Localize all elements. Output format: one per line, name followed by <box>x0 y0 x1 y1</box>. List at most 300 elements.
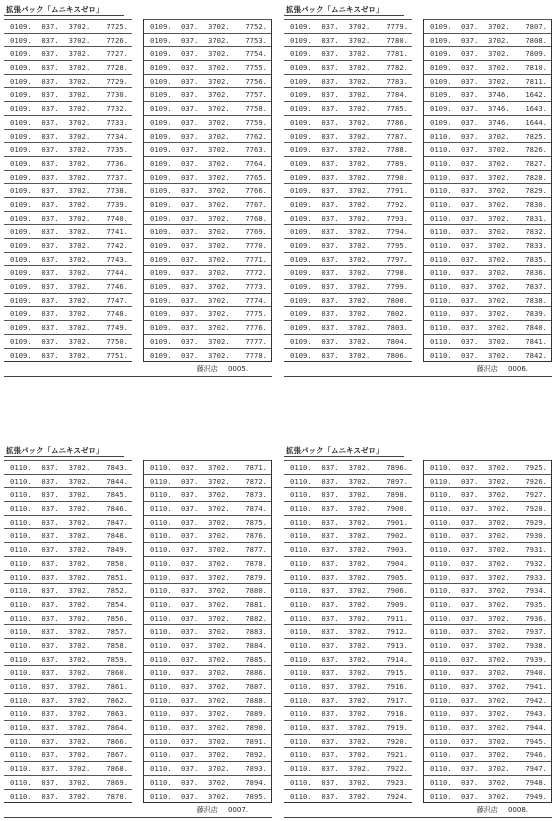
serial-segment: 0109. <box>10 35 32 45</box>
serial-segment: 037. <box>461 35 479 45</box>
serial-segment: 7727. <box>106 49 128 59</box>
serial-row <box>424 706 551 720</box>
serial-segment: 7841. <box>525 336 547 346</box>
serial-segment: 037. <box>41 213 59 223</box>
serial-segment: 3702. <box>208 213 230 223</box>
serial-segment: 037. <box>321 586 339 596</box>
serial-segment: 037. <box>181 35 199 45</box>
serial-segment: 3702. <box>488 463 510 472</box>
serial-segment: 3702. <box>68 586 91 596</box>
serial-segment: 7756. <box>245 76 267 86</box>
serial-segment: 3702. <box>348 76 371 86</box>
serial-segment: 037. <box>461 517 479 527</box>
serial-segment: 037. <box>181 572 199 582</box>
serial-segment: 0109. <box>10 76 32 86</box>
serial-segment: 7787. <box>386 131 408 141</box>
serial-segment: 7858. <box>106 640 128 650</box>
serial-column-right <box>143 19 272 362</box>
serial-segment: 3702. <box>208 172 230 182</box>
serial-segment: 7949. <box>525 791 547 801</box>
serial-segment: 037. <box>41 531 59 541</box>
serial-segment: 7861. <box>106 682 128 691</box>
serial-segment: 7748. <box>106 309 128 319</box>
serial-segment: 3702. <box>488 764 510 774</box>
serial-segment: 3702. <box>488 309 510 319</box>
serial-segment: 7947. <box>525 764 547 774</box>
serial-segment: 037. <box>461 254 479 264</box>
serial-segment: 7850. <box>106 558 128 568</box>
serial-segment: 3702. <box>488 545 510 555</box>
serial-row <box>424 734 551 748</box>
serial-segment: 0109. <box>150 199 172 209</box>
serial-segment: 037. <box>321 268 339 278</box>
serial-segment: 037. <box>41 323 59 333</box>
serial-segment: 037. <box>41 336 59 346</box>
serial-segment: 037. <box>461 695 479 705</box>
serial-segment: 7808. <box>525 35 547 45</box>
serial-segment: 0110. <box>430 668 452 678</box>
serial-segment: 037. <box>41 517 59 527</box>
serial-segment: 3702. <box>348 613 371 623</box>
serial-segment: 1644. <box>525 117 547 127</box>
serial-segment: 0110. <box>290 723 312 733</box>
serial-segment: 0109. <box>290 158 312 168</box>
serial-segment: 3702. <box>348 49 371 59</box>
serial-segment: 0109. <box>10 172 32 182</box>
serial-segment: 7873. <box>245 490 267 500</box>
serial-row <box>284 761 412 775</box>
serial-row <box>284 460 412 474</box>
serial-segment: 7726. <box>106 35 128 45</box>
serial-segment: 3702. <box>68 695 91 705</box>
serial-segment: 3702. <box>68 723 91 733</box>
serial-row <box>424 46 551 60</box>
serial-segment: 0110. <box>430 241 452 250</box>
serial-row <box>4 74 132 88</box>
serial-row <box>4 693 132 707</box>
serial-segment: 7918. <box>386 709 408 719</box>
serial-row <box>144 320 271 334</box>
serial-row <box>424 665 551 679</box>
serial-segment: 0109. <box>430 63 452 73</box>
serial-segment: 037. <box>181 668 199 678</box>
serial-segment: 0110. <box>150 736 172 746</box>
serial-segment: 037. <box>321 668 339 678</box>
serial-segment: 7782. <box>386 63 408 73</box>
serial-row <box>144 693 271 707</box>
serial-segment: 7826. <box>525 145 547 155</box>
serial-row <box>284 734 412 748</box>
serial-segment: 037. <box>181 736 199 746</box>
serial-row <box>144 556 271 570</box>
serial-segment: 7867. <box>106 750 128 760</box>
serial-segment: 7883. <box>245 627 267 637</box>
serial-segment: 7791. <box>386 186 408 196</box>
serial-segment: 7742. <box>106 241 128 250</box>
serial-segment: 3702. <box>208 640 230 650</box>
store-name: 藤沢店 <box>196 806 218 815</box>
serial-segment: 0110. <box>290 558 312 568</box>
serial-row <box>4 706 132 720</box>
serial-row <box>424 211 551 225</box>
serial-segment: 7911. <box>386 613 408 623</box>
serial-segment: 3702. <box>348 545 371 555</box>
serial-segment: 0109. <box>290 213 312 223</box>
serial-segment: 037. <box>181 158 199 168</box>
serial-segment: 0109. <box>10 282 32 292</box>
serial-segment: 7781. <box>386 49 408 59</box>
serial-row <box>424 775 551 789</box>
serial-segment: 037. <box>181 791 199 801</box>
serial-segment: 037. <box>41 90 59 100</box>
serial-segment: 037. <box>41 640 59 650</box>
serial-row <box>284 197 412 211</box>
serial-segment: 3702. <box>348 309 371 319</box>
serial-columns <box>284 460 552 803</box>
sheet-title: 拡張パック「ムニキスゼロ」 <box>284 445 404 457</box>
serial-segment: 3702. <box>208 558 230 568</box>
serial-row <box>284 60 412 74</box>
serial-segment: 3702. <box>68 295 91 305</box>
serial-segment: 0110. <box>430 199 452 209</box>
serial-segment: 0110. <box>150 750 172 760</box>
serial-segment: 3702. <box>488 268 510 278</box>
serial-row <box>284 156 412 170</box>
serial-segment: 037. <box>321 736 339 746</box>
serial-segment: 7876. <box>245 531 267 541</box>
serial-segment: 037. <box>461 199 479 209</box>
serial-segment: 7912. <box>386 627 408 637</box>
serial-row <box>284 652 412 666</box>
serial-segment: 3702. <box>488 572 510 582</box>
serial-segment: 0110. <box>150 476 172 486</box>
serial-row <box>4 528 132 542</box>
serial-segment: 037. <box>181 49 199 59</box>
serial-segment: 037. <box>41 295 59 305</box>
serial-segment: 3702. <box>68 490 91 500</box>
serial-segment: 0109. <box>150 90 172 100</box>
serial-segment: 7866. <box>106 736 128 746</box>
serial-segment: 3702. <box>348 158 371 168</box>
serial-segment: 7922. <box>386 764 408 774</box>
serial-segment: 3702. <box>348 723 371 733</box>
serial-segment: 0109. <box>150 145 172 155</box>
serial-segment: 037. <box>321 131 339 141</box>
serial-segment: 037. <box>461 627 479 637</box>
serial-segment: 7739. <box>106 199 128 209</box>
serial-segment: 7797. <box>386 254 408 264</box>
serial-row <box>424 624 551 638</box>
serial-segment: 037. <box>41 558 59 568</box>
serial-segment: 7725. <box>106 22 128 31</box>
serial-segment: 7776. <box>245 323 267 333</box>
serial-segment: 0110. <box>430 558 452 568</box>
serial-segment: 3702. <box>348 336 371 346</box>
serial-row <box>4 19 132 33</box>
serial-segment: 037. <box>461 764 479 774</box>
serial-segment: 3702. <box>348 490 371 500</box>
serial-segment: 0110. <box>430 572 452 582</box>
serial-segment: 7759. <box>245 117 267 127</box>
serial-segment: 0110. <box>430 750 452 760</box>
serial-row <box>4 348 132 362</box>
serial-segment: 037. <box>41 145 59 155</box>
serial-segment: 037. <box>41 35 59 45</box>
serial-segment: 0110. <box>430 268 452 278</box>
serial-segment: 0110. <box>290 531 312 541</box>
serial-columns <box>284 19 552 362</box>
serial-segment: 7751. <box>106 350 128 360</box>
serial-segment: 3702. <box>68 350 91 360</box>
serial-segment: 3702. <box>488 777 510 787</box>
serial-segment: 037. <box>181 695 199 705</box>
serial-segment: 037. <box>321 463 339 472</box>
serial-segment: 3702. <box>208 323 230 333</box>
serial-row <box>284 720 412 734</box>
serial-segment: 7786. <box>386 117 408 127</box>
serial-segment: 0109. <box>150 76 172 86</box>
serial-segment: 0110. <box>430 295 452 305</box>
store-name: 藤沢店 <box>476 365 498 374</box>
serial-segment: 0110. <box>430 504 452 514</box>
serial-segment: 7774. <box>245 295 267 305</box>
serial-segment: 7729. <box>106 76 128 86</box>
serial-segment: 0110. <box>290 517 312 527</box>
serial-segment: 0109. <box>430 117 452 127</box>
serial-row <box>284 706 412 720</box>
serial-column-right <box>143 460 272 803</box>
serial-segment: 3702. <box>68 336 91 346</box>
serial-segment: 037. <box>321 254 339 264</box>
serial-segment: 037. <box>321 145 339 155</box>
serial-row <box>284 87 412 101</box>
serial-segment: 3702. <box>68 558 91 568</box>
serial-segment: 037. <box>321 241 339 250</box>
serial-segment: 037. <box>181 599 199 609</box>
serial-segment: 7777. <box>245 336 267 346</box>
serial-row <box>144 101 271 115</box>
serial-segment: 037. <box>321 613 339 623</box>
serial-segment: 7928. <box>525 504 547 514</box>
serial-row <box>144 46 271 60</box>
serial-segment: 7920. <box>386 736 408 746</box>
serial-segment: 7916. <box>386 682 408 691</box>
serial-segment: 037. <box>461 158 479 168</box>
serial-segment: 0110. <box>10 764 32 774</box>
serial-segment: 037. <box>321 199 339 209</box>
serial-segment: 7735. <box>106 145 128 155</box>
serial-segment: 0110. <box>150 463 172 472</box>
serial-segment: 3702. <box>208 76 230 86</box>
serial-row <box>424 761 551 775</box>
serial-segment: 037. <box>461 323 479 333</box>
serial-segment: 0109. <box>10 268 32 278</box>
serial-segment: 037. <box>461 723 479 733</box>
serial-row <box>284 775 412 789</box>
serial-segment: 0109. <box>10 254 32 264</box>
serial-row <box>424 474 551 488</box>
serial-segment: 3702. <box>348 268 371 278</box>
serial-segment: 0109. <box>430 49 452 59</box>
serial-segment: 3702. <box>68 476 91 486</box>
serial-row <box>144 720 271 734</box>
serial-row <box>4 129 132 143</box>
serial-row <box>4 252 132 266</box>
serial-segment: 3702. <box>348 682 371 691</box>
serial-row <box>424 129 551 143</box>
serial-segment: 037. <box>321 545 339 555</box>
serial-segment: 037. <box>461 476 479 486</box>
serial-segment: 037. <box>41 572 59 582</box>
serial-segment: 037. <box>41 654 59 664</box>
serial-segment: 3702. <box>208 599 230 609</box>
serial-segment: 037. <box>41 504 59 514</box>
serial-segment: 037. <box>461 336 479 346</box>
serial-segment: 3702. <box>208 668 230 678</box>
serial-row <box>284 279 412 293</box>
serial-segment: 7792. <box>386 199 408 209</box>
serial-segment: 037. <box>41 282 59 292</box>
serial-segment: 7730. <box>106 90 128 100</box>
serial-segment: 3702. <box>488 22 510 31</box>
serial-row <box>144 224 271 238</box>
serial-row <box>4 170 132 184</box>
serial-segment: 3702. <box>488 504 510 514</box>
serial-segment: 7927. <box>525 490 547 500</box>
serial-segment: 3702. <box>68 709 91 719</box>
serial-segment: 037. <box>461 309 479 319</box>
serial-segment: 0109. <box>290 49 312 59</box>
serial-segment: 0109. <box>290 186 312 196</box>
serial-row <box>4 33 132 47</box>
serial-row <box>144 129 271 143</box>
serial-segment: 037. <box>41 723 59 733</box>
serial-row <box>4 265 132 279</box>
serial-segment: 037. <box>321 654 339 664</box>
serial-segment: 0110. <box>150 558 172 568</box>
serial-segment: 3702. <box>488 736 510 746</box>
serial-row <box>284 474 412 488</box>
serial-segment: 0110. <box>150 640 172 650</box>
serial-segment: 7757. <box>245 90 267 100</box>
serial-segment: 1642. <box>525 90 547 100</box>
serial-row <box>4 583 132 597</box>
serial-row <box>144 238 271 252</box>
serial-segment: 0110. <box>430 764 452 774</box>
serial-segment: 0109. <box>150 227 172 237</box>
serial-segment: 3702. <box>348 104 371 114</box>
serial-row <box>284 129 412 143</box>
serial-segment: 037. <box>41 668 59 678</box>
serial-segment: 0110. <box>290 640 312 650</box>
serial-segment: 0110. <box>430 186 452 196</box>
serial-segment: 7768. <box>245 213 267 223</box>
serial-segment: 0109. <box>10 63 32 73</box>
serial-segment: 037. <box>181 295 199 305</box>
serial-segment: 7762. <box>245 131 267 141</box>
serial-segment: 0109. <box>290 227 312 237</box>
serial-segment: 037. <box>41 117 59 127</box>
sheet-number: 0007. <box>227 806 248 815</box>
serial-segment: 7872. <box>245 476 267 486</box>
serial-segment: 7758. <box>245 104 267 114</box>
serial-segment: 037. <box>321 350 339 360</box>
serial-segment: 3702. <box>68 227 91 237</box>
serial-segment: 037. <box>321 682 339 691</box>
serial-segment: 3702. <box>488 76 510 86</box>
serial-segment: 3702. <box>488 49 510 59</box>
serial-row <box>424 720 551 734</box>
serial-segment: 3702. <box>348 463 371 472</box>
serial-segment: 7773. <box>245 282 267 292</box>
serial-segment: 3702. <box>68 63 91 73</box>
serial-row <box>4 142 132 156</box>
serial-segment: 7746. <box>106 282 128 292</box>
serial-segment: 7771. <box>245 254 267 264</box>
serial-segment: 7838. <box>525 295 547 305</box>
serial-segment: 037. <box>321 323 339 333</box>
serial-segment: 0109. <box>10 336 32 346</box>
serial-row <box>424 570 551 584</box>
serial-segment: 3702. <box>208 268 230 278</box>
serial-row <box>424 542 551 556</box>
serial-segment: 7937. <box>525 627 547 637</box>
serial-segment: 0110. <box>290 463 312 472</box>
serial-segment: 3702. <box>488 35 510 45</box>
serial-segment: 0109. <box>290 282 312 292</box>
serial-segment: 3702. <box>488 490 510 500</box>
serial-segment: 3702. <box>208 613 230 623</box>
serial-segment: 3702. <box>488 336 510 346</box>
serial-row <box>4 183 132 197</box>
serial-segment: 7747. <box>106 295 128 305</box>
serial-segment: 037. <box>461 586 479 596</box>
serial-segment: 037. <box>41 545 59 555</box>
serial-segment: 3702. <box>488 295 510 305</box>
serial-row <box>284 747 412 761</box>
serial-segment: 3702. <box>488 517 510 527</box>
serial-columns <box>4 19 272 362</box>
serial-segment: 3702. <box>68 309 91 319</box>
serial-segment: 7830. <box>525 199 547 209</box>
serial-segment: 3702. <box>488 682 510 691</box>
serial-row <box>144 652 271 666</box>
serial-segment: 0109. <box>430 104 452 114</box>
serial-segment: 3702. <box>348 709 371 719</box>
serial-row <box>424 652 551 666</box>
serial-segment: 3702. <box>68 35 91 45</box>
serial-segment: 037. <box>321 723 339 733</box>
serial-segment: 0110. <box>430 323 452 333</box>
serial-segment: 7878. <box>245 558 267 568</box>
serial-segment: 7886. <box>245 668 267 678</box>
serial-segment: 7752. <box>245 22 267 31</box>
serial-segment: 3702. <box>208 736 230 746</box>
store-name: 藤沢店 <box>196 365 218 374</box>
serial-segment: 0109. <box>150 35 172 45</box>
serial-segment: 7780. <box>386 35 408 45</box>
serial-row <box>284 679 412 693</box>
serial-segment: 037. <box>461 750 479 760</box>
serial-segment: 3702. <box>68 145 91 155</box>
serial-segment: 7843. <box>106 463 128 472</box>
serial-row <box>284 320 412 334</box>
serial-segment: 7871. <box>245 463 267 472</box>
serial-segment: 3702. <box>68 49 91 59</box>
serial-row <box>284 556 412 570</box>
sheet-footer <box>284 803 552 818</box>
serial-segment: 7749. <box>106 323 128 333</box>
